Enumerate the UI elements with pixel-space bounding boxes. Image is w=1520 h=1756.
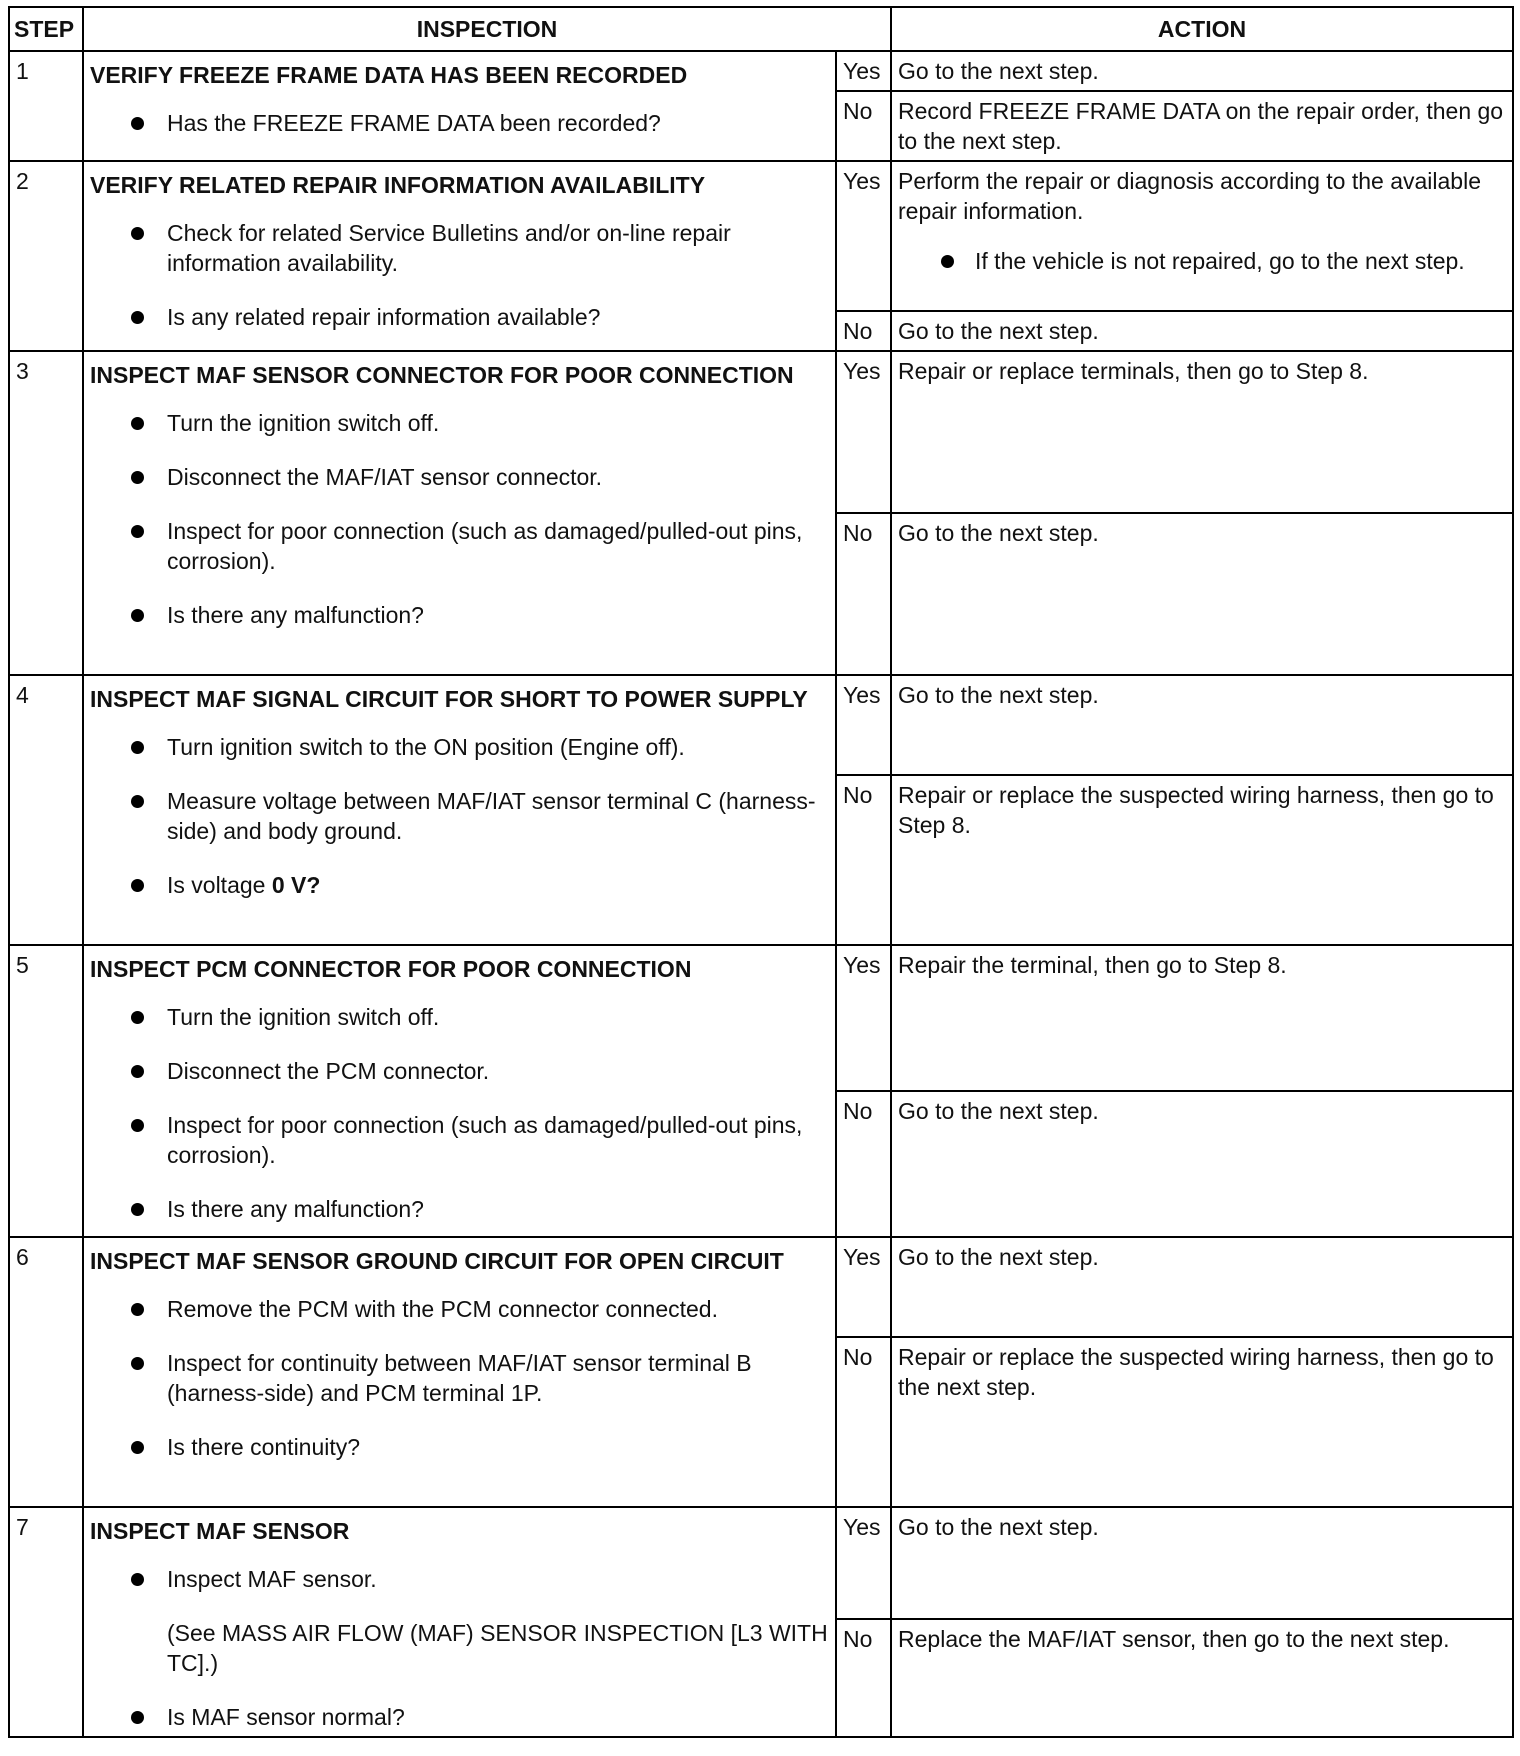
bullet-icon	[131, 879, 144, 892]
bullet-icon	[131, 1119, 144, 1132]
inspection-bullet: Inspect for poor connection (such as damaged/pulled-out pins, corrosion).	[90, 516, 829, 576]
inspection-bullet: Turn ignition switch to the ON position (Engine off).	[90, 732, 829, 762]
yes-action: Perform the repair or diagnosis according to the available repair information. If the vehicle is not repaired, go to the next step.	[891, 161, 1513, 311]
inspection-bullet: Is there any malfunction?	[90, 600, 829, 630]
bullet-icon	[941, 255, 954, 268]
bullet-icon	[131, 525, 144, 538]
diagnostic-table	[8, 6, 1514, 1738]
no-label: No	[836, 1619, 891, 1737]
no-action: Record FREEZE FRAME DATA on the repair order, then go to the next step.	[891, 91, 1513, 161]
inspection-bullet: Disconnect the PCM connector.	[90, 1056, 829, 1086]
inspection-bullet: Is there continuity?	[90, 1432, 829, 1462]
step-inspection	[83, 1507, 836, 1737]
bullet-icon	[131, 741, 144, 754]
inspection-bullet: Remove the PCM with the PCM connector connected.	[90, 1294, 829, 1324]
bullet-icon	[131, 1303, 144, 1316]
inspection-bullet: Inspect for continuity between MAF/IAT sensor terminal B (harness-side) and PCM terminal 1P.	[90, 1348, 829, 1408]
action-sub-bullet: If the vehicle is not repaired, go to the next step.	[898, 246, 1506, 276]
bullet-icon	[131, 117, 144, 130]
inspection-bullet: Disconnect the MAF/IAT sensor connector.	[90, 462, 829, 492]
step-inspection	[83, 161, 836, 351]
no-label: No	[836, 311, 891, 351]
diagnostic-procedure	[8, 6, 1512, 1738]
yes-action: Go to the next step.	[891, 51, 1513, 91]
step-inspection	[83, 675, 836, 945]
step-number: 7	[9, 1507, 83, 1737]
inspection-bullet: Is any related repair information available?	[90, 302, 829, 332]
bullet-icon	[131, 609, 144, 622]
bullet-icon	[131, 311, 144, 324]
inspection-bullet: Is there any malfunction?	[90, 1194, 829, 1224]
step-inspection	[83, 1237, 836, 1507]
bullet-icon	[131, 1203, 144, 1216]
step-header: STEP	[9, 7, 83, 51]
yes-action: Go to the next step.	[891, 675, 1513, 775]
step-number: 6	[9, 1237, 83, 1507]
step-3-yes-row	[9, 351, 1513, 513]
bullet-icon	[131, 1011, 144, 1024]
yes-label: Yes	[836, 675, 891, 775]
yes-label: Yes	[836, 1507, 891, 1619]
reference-note: (See MASS AIR FLOW (MAF) SENSOR INSPECTION [L3 WITH TC].)	[167, 1620, 828, 1676]
yes-label: Yes	[836, 351, 891, 513]
step-title: INSPECT MAF SENSOR	[90, 1518, 350, 1544]
step-7-yes-row	[9, 1507, 1513, 1619]
no-label: No	[836, 1091, 891, 1237]
step-title: INSPECT MAF SIGNAL CIRCUIT FOR SHORT TO POWER SUPPLY	[90, 686, 808, 712]
bullet-icon	[131, 417, 144, 430]
bullet-icon	[131, 1441, 144, 1454]
step-number: 2	[9, 161, 83, 351]
step-number: 3	[9, 351, 83, 675]
step-inspection	[83, 51, 836, 161]
yes-label: Yes	[836, 161, 891, 311]
inspection-bullet: Turn the ignition switch off.	[90, 408, 829, 438]
step-4-yes-row	[9, 675, 1513, 775]
yes-label: Yes	[836, 51, 891, 91]
bullet-icon	[131, 1711, 144, 1724]
step-title: VERIFY RELATED REPAIR INFORMATION AVAILABILITY	[90, 172, 706, 198]
yes-action: Go to the next step.	[891, 1237, 1513, 1337]
no-action: Replace the MAF/IAT sensor, then go to the next step.	[891, 1619, 1513, 1737]
inspection-bullet: Check for related Service Bulletins and/or on-line repair information availability.	[90, 218, 829, 278]
step-title: INSPECT MAF SENSOR GROUND CIRCUIT FOR OPEN CIRCUIT	[90, 1248, 784, 1274]
step-title: VERIFY FREEZE FRAME DATA HAS BEEN RECORDED	[90, 62, 688, 88]
no-action: Repair or replace the suspected wiring harness, then go to Step 8.	[891, 775, 1513, 945]
no-label: No	[836, 1337, 891, 1507]
inspection-bullet: Has the FREEZE FRAME DATA been recorded?	[90, 108, 829, 138]
step-2-yes-row	[9, 161, 1513, 311]
bullet-icon	[131, 471, 144, 484]
step-inspection	[83, 945, 836, 1237]
step-title: INSPECT MAF SENSOR CONNECTOR FOR POOR CONNECTION	[90, 362, 794, 388]
inspection-bullet: Measure voltage between MAF/IAT sensor terminal C (harness-side) and body ground.	[90, 786, 829, 846]
step-5-yes-row	[9, 945, 1513, 1091]
inspection-bullet: Inspect for poor connection (such as damaged/pulled-out pins, corrosion).	[90, 1110, 829, 1170]
yes-label: Yes	[836, 945, 891, 1091]
inspection-header: INSPECTION	[83, 7, 891, 51]
yes-label: Yes	[836, 1237, 891, 1337]
inspection-bullet: Inspect MAF sensor.	[90, 1564, 829, 1594]
no-action: Go to the next step.	[891, 1091, 1513, 1237]
header-row	[9, 7, 1513, 51]
yes-action: Go to the next step.	[891, 1507, 1513, 1619]
step-inspection	[83, 351, 836, 675]
inspection-bullet: Turn the ignition switch off.	[90, 1002, 829, 1032]
no-action: Go to the next step.	[891, 311, 1513, 351]
bullet-icon	[131, 795, 144, 808]
step-6-yes-row	[9, 1237, 1513, 1337]
yes-action: Repair or replace terminals, then go to Step 8.	[891, 351, 1513, 513]
yes-action: Repair the terminal, then go to Step 8.	[891, 945, 1513, 1091]
no-label: No	[836, 775, 891, 945]
voltage-value: 0 V?	[271, 872, 321, 898]
step-title: INSPECT PCM CONNECTOR FOR POOR CONNECTION	[90, 956, 692, 982]
bullet-icon	[131, 1357, 144, 1370]
inspection-bullet: Is MAF sensor normal?	[90, 1702, 829, 1732]
no-label: No	[836, 91, 891, 161]
no-label: No	[836, 513, 891, 675]
no-action: Go to the next step.	[891, 513, 1513, 675]
action-header: ACTION	[891, 7, 1513, 51]
step-1-yes-row	[9, 51, 1513, 91]
bullet-icon	[131, 1065, 144, 1078]
step-number: 5	[9, 945, 83, 1237]
step-number: 4	[9, 675, 83, 945]
no-action: Repair or replace the suspected wiring harness, then go to the next step.	[891, 1337, 1513, 1507]
bullet-icon	[131, 1573, 144, 1586]
inspection-bullet: Is voltage 0 V?	[90, 870, 829, 900]
bullet-icon	[131, 227, 144, 240]
step-number: 1	[9, 51, 83, 161]
